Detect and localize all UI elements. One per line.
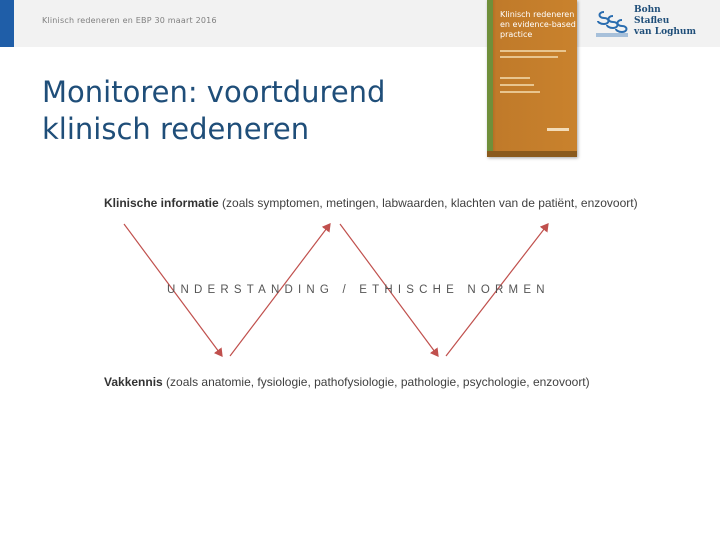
professional-knowledge-examples: (zoals anatomie, fysiologie, pathofysiologie, pathologie, psychologie, enzovoort) <box>162 375 590 389</box>
logo-line2: Stafleu <box>634 16 670 26</box>
professional-knowledge-label <box>104 375 590 389</box>
clinical-information-examples: (zoals symptomen, metingen, labwaarden, klachten van de patiënt, enzovoort) <box>218 196 638 210</box>
header-footer-text: Klinisch redeneren en EBP 30 maart 2016 <box>42 16 217 25</box>
book-title-line2: en evidence-based <box>500 20 576 29</box>
logo-line1: Bohn <box>634 5 661 15</box>
slide-title-line1: Monitoren: voortdurend <box>42 75 386 109</box>
logo-line3: van Loghum <box>634 27 696 37</box>
book-title-line3: practice <box>500 30 533 39</box>
slide-title-line2: klinisch redeneren <box>42 112 310 146</box>
book-title-line1: Klinisch redeneren <box>500 10 575 19</box>
clinical-information-bold: Klinische informatie <box>104 196 219 210</box>
clinical-information-label <box>104 196 638 210</box>
understanding-norms-label: UNDERSTANDING / ETHISCHE NORMEN <box>167 284 550 296</box>
professional-knowledge-bold: Vakkennis <box>104 375 163 389</box>
